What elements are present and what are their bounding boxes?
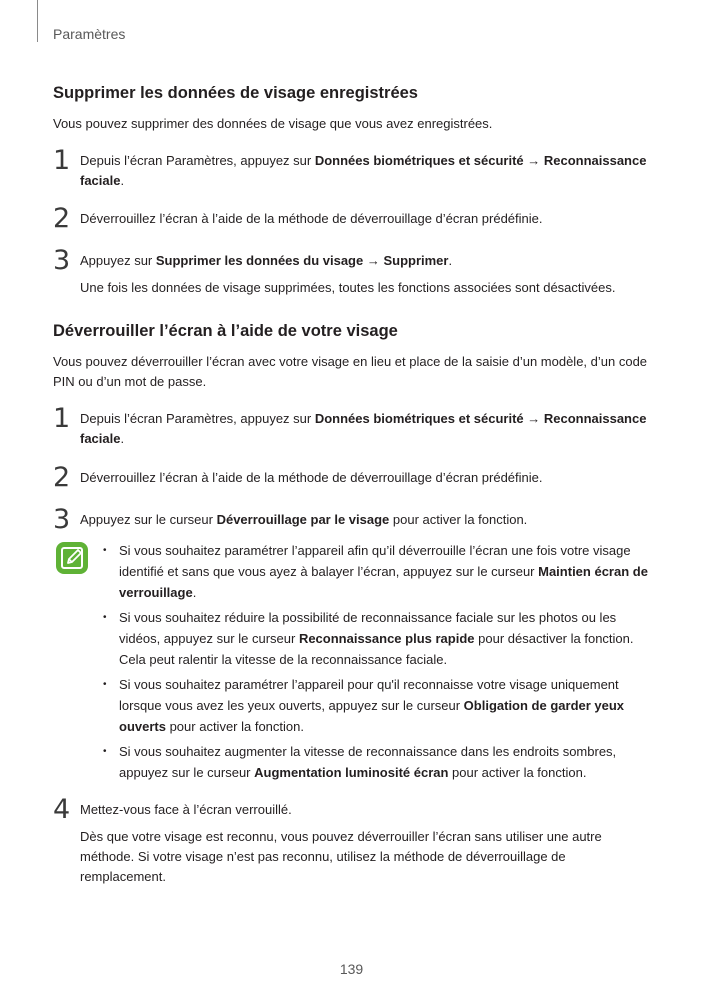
step-text: Depuis l’écran Paramètres, appuyez sur Données biométriques et sécurité → Reconnaissance faciale. [80, 153, 647, 188]
bullet-dot: • [103, 679, 107, 690]
step-number: 4 [53, 794, 71, 825]
bullet-dot: • [103, 612, 107, 623]
step-note: Une fois les données de visage supprimées, toutes les fonctions associées sont désactivées. [80, 280, 616, 295]
bullet-dot: • [103, 746, 107, 757]
list-item: • Si vous souhaitez paramétrer l’appareil afin qu’il déverrouille l’écran une fois votre visage identifié et sans que vous ayez à balayer l’écran, appuyez sur le curseur Maintien écran de verrouillage. [103, 540, 653, 603]
step-note: Dès que votre visage est reconnu, vous pouvez déverrouiller l’écran sans utiliser une autre méthode. Si votre visage n’est pas reconnu, utilisez la méthode de déverrouillage de remplacement. [80, 829, 602, 884]
note-pencil-icon [56, 542, 88, 574]
section-intro: Vous pouvez déverrouiller l’écran avec votre visage en lieu et place de la saisie d’un modèle, d’un code PIN ou d’un mot de passe. [53, 354, 648, 389]
page-header: Paramètres [53, 26, 126, 42]
step-number: 2 [53, 462, 71, 493]
step-number: 1 [53, 145, 71, 176]
section-title: Déverrouiller l’écran à l’aide de votre visage [53, 322, 398, 340]
list-item: • Si vous souhaitez augmenter la vitesse de reconnaissance dans les endroits sombres, appuyez sur le curseur Augmentation luminosité écran pour activer la fonction. [103, 741, 653, 783]
step-number: 1 [53, 403, 71, 434]
list-item: • Si vous souhaitez paramétrer l’appareil pour qu'il reconnaisse votre visage uniquement lorsque vous avez les yeux ouverts, appuyez sur le curseur Obligation de garder yeux ouverts pour activer la fonction. [103, 674, 653, 737]
step-text: Depuis l’écran Paramètres, appuyez sur Données biométriques et sécurité → Reconnaissance faciale. [80, 411, 647, 446]
step-text: Appuyez sur Supprimer les données du visage → Supprimer. [80, 253, 453, 268]
header-divider [37, 0, 38, 42]
page-number: 139 [339, 961, 364, 977]
step-text: Appuyez sur le curseur Déverrouillage par le visage pour activer la fonction. [80, 512, 528, 527]
list-item: • Si vous souhaitez réduire la possibilité de reconnaissance faciale sur les photos ou les vidéos, appuyez sur le curseur Reconnaissance plus rapide pour désactiver la fonction. Cela peut ralentir la vitesse de la reconnaissance faciale. [103, 607, 653, 670]
step-number: 3 [53, 504, 71, 535]
bullet-dot: • [103, 545, 107, 556]
step-number: 2 [53, 203, 71, 234]
step-text: Déverrouillez l’écran à l’aide de la méthode de déverrouillage d’écran prédéfinie. [80, 470, 543, 485]
step-text: Déverrouillez l’écran à l’aide de la méthode de déverrouillage d’écran prédéfinie. [80, 211, 543, 226]
section-title: Supprimer les données de visage enregistrées [53, 84, 418, 102]
step-number: 3 [53, 245, 71, 276]
section-intro: Vous pouvez supprimer des données de visage que vous avez enregistrées. [53, 116, 493, 131]
note-list [103, 540, 653, 787]
step-text: Mettez-vous face à l’écran verrouillé. [80, 802, 292, 817]
